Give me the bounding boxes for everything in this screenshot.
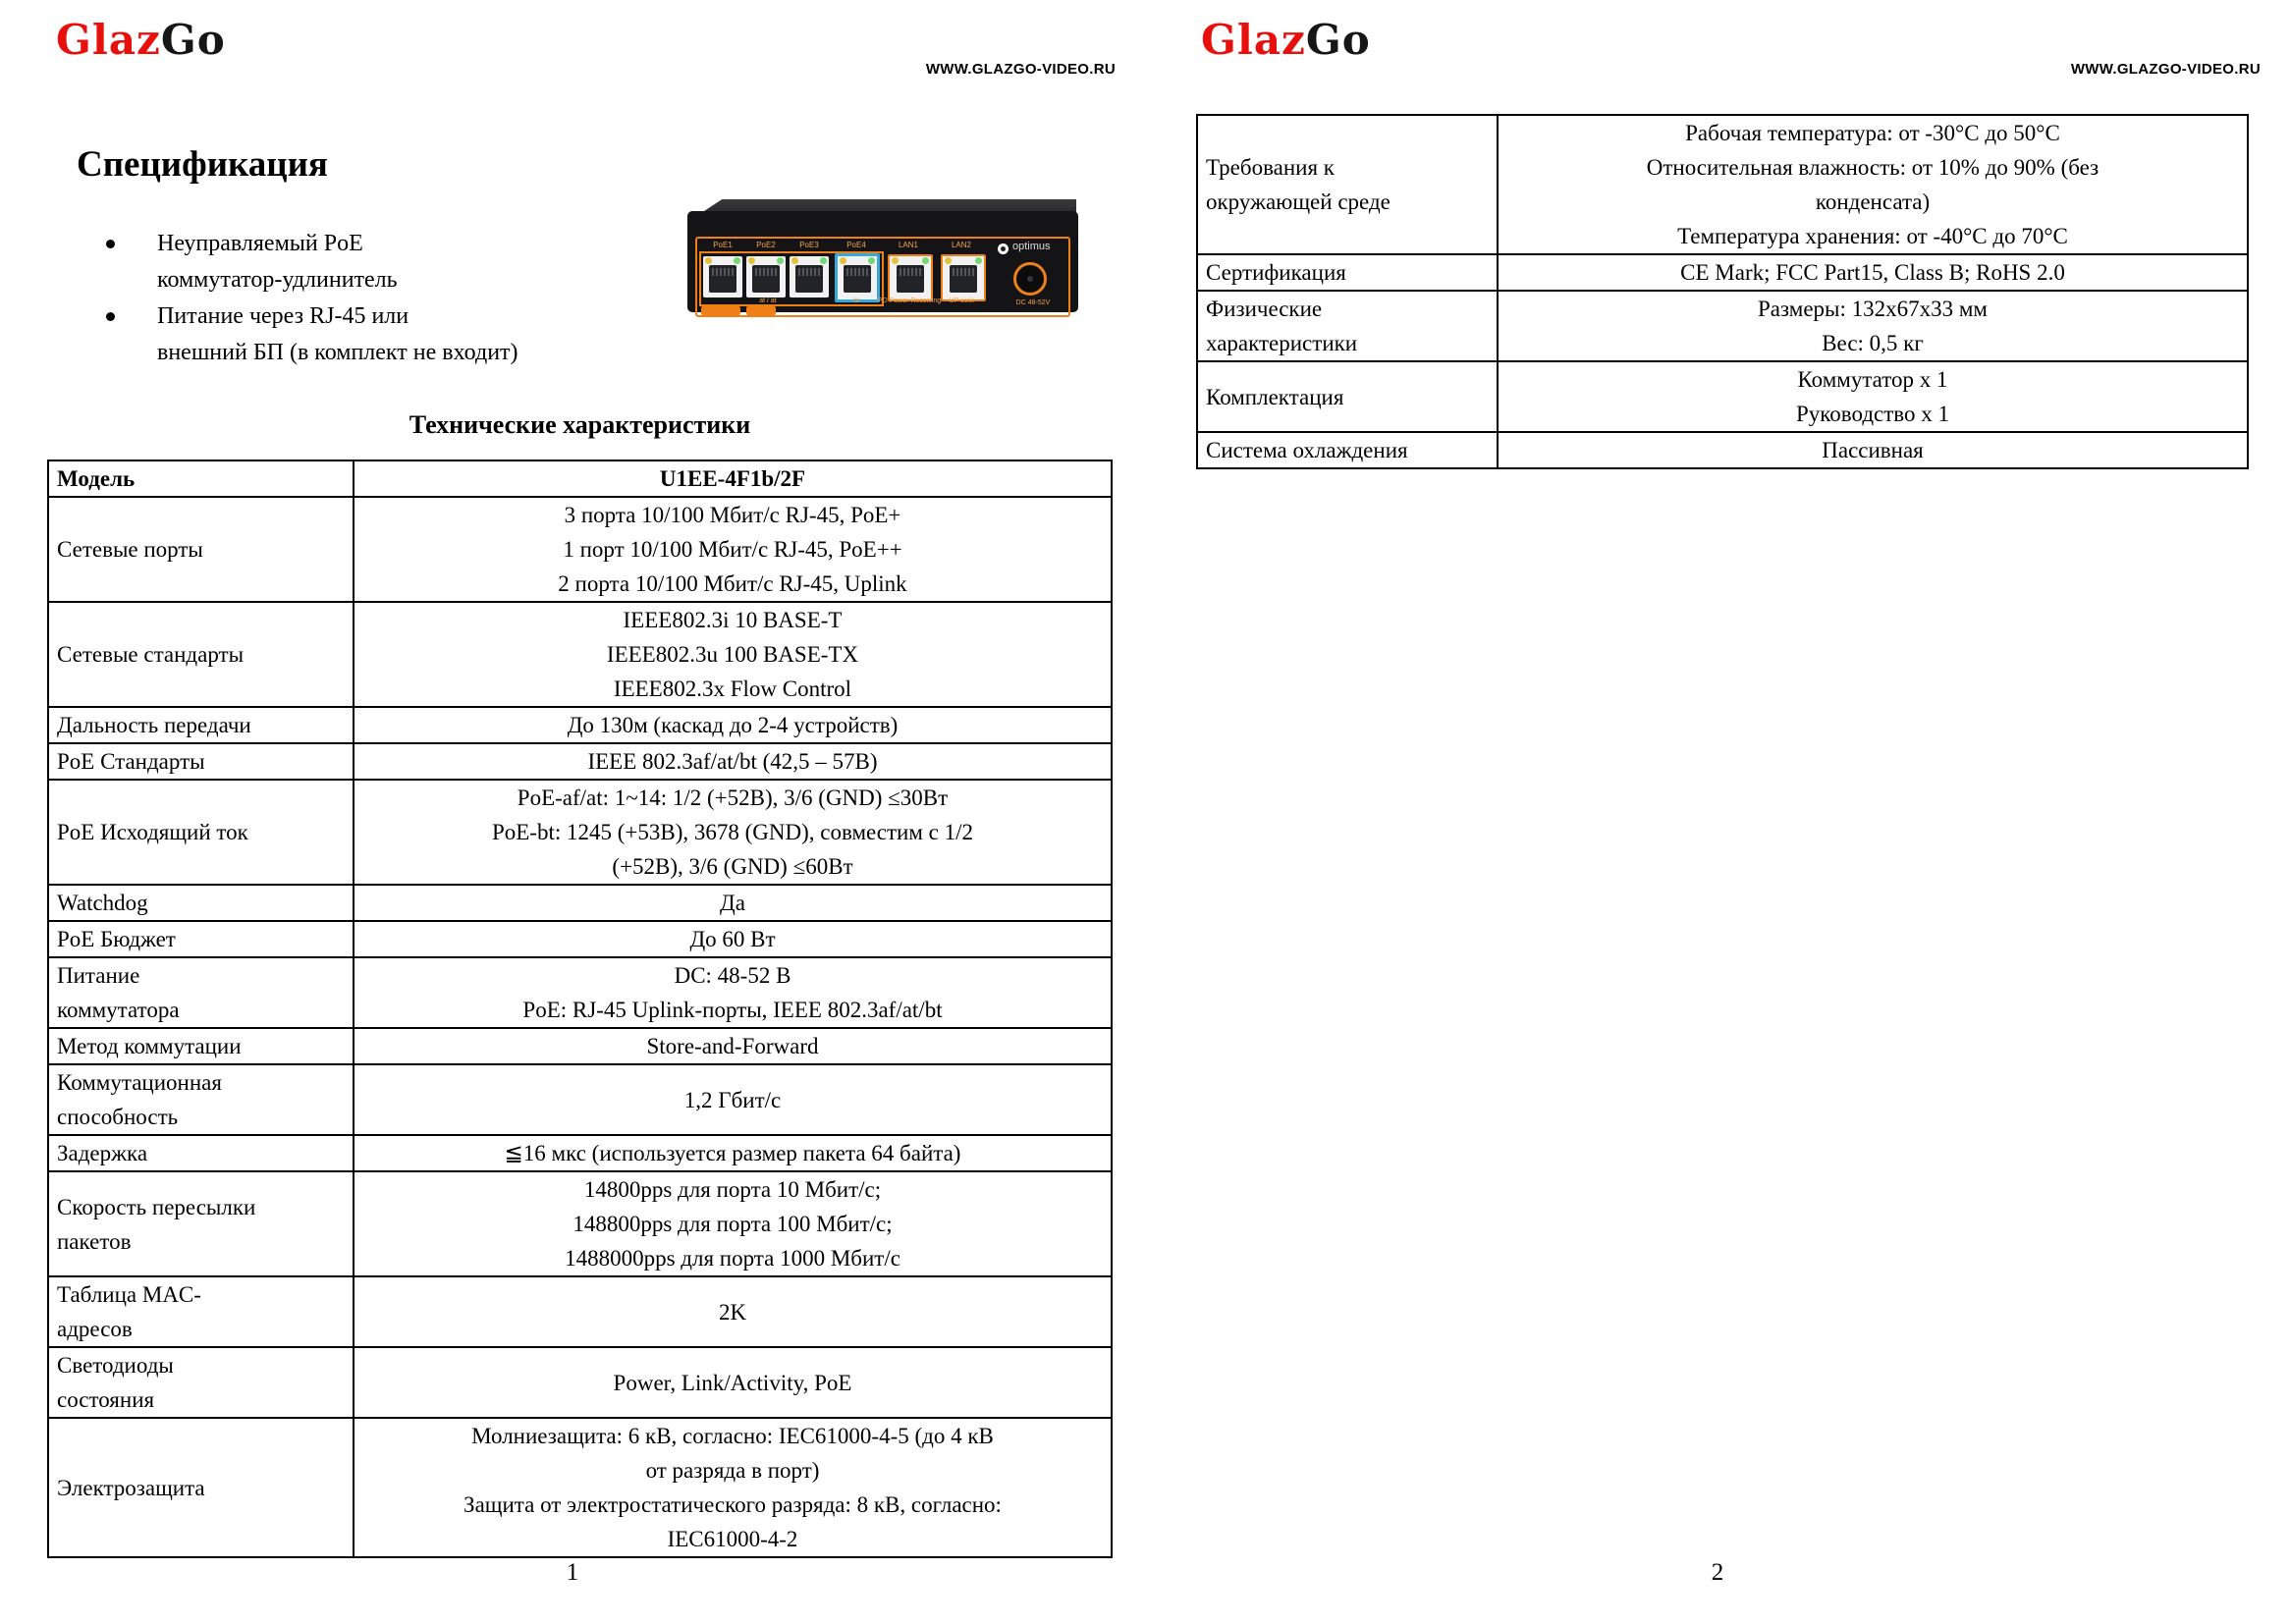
glazgo-logo	[56, 16, 226, 65]
spec-value-line: IEEE 802.3af/at/bt (42,5 – 57В)	[587, 749, 878, 774]
spec-value-line: PoE: RJ-45 Uplink-порты, IEEE 802.3af/at/bt	[522, 998, 943, 1022]
spec-value-line: Вес: 0,5 кг	[1822, 331, 1924, 355]
bullet-text	[157, 298, 518, 371]
spec-value-line: Пассивная	[1822, 438, 1924, 462]
spec-label-line: Сетевые порты	[57, 537, 203, 562]
ports-caption: af / at	[759, 298, 777, 304]
optimus-brand-label: optimus	[1012, 241, 1051, 252]
led-yellow-icon	[791, 257, 798, 264]
ports-caption: bt	[853, 298, 859, 304]
feature-bullet-list	[101, 226, 518, 371]
spec-value-line: Руководство x 1	[1795, 402, 1949, 426]
spec-label-line: Питание	[57, 963, 140, 988]
spec-row-certification	[1197, 254, 2248, 291]
spec-label-line: Дальность передачи	[57, 713, 251, 737]
rj45-jack-icon	[897, 265, 924, 293]
spec-label-line: состояния	[57, 1387, 155, 1412]
spec-row-watchdog	[48, 885, 1112, 921]
ports-caption: UP-Link	[949, 298, 974, 304]
bullet-line: внешний БП (в комплект не входит)	[157, 340, 518, 365]
spec-label-line: Электрозащита	[57, 1475, 205, 1500]
spec-table-page1	[47, 460, 1113, 1558]
logo-text-black: Go	[1305, 16, 1371, 64]
glazgo-logo	[1201, 16, 1371, 65]
list-item	[101, 298, 518, 371]
spec-label-line: Комплектация	[1206, 384, 1344, 409]
dc-voltage-label: DC 48-52V	[1015, 299, 1051, 306]
bullet-icon	[106, 312, 115, 321]
port-label: PoE2	[756, 241, 776, 249]
spec-value-line: Рабочая температура: от -30°C до 50°C	[1685, 121, 2060, 145]
spec-table-page2	[1196, 114, 2249, 469]
dc-power-jack-icon	[1013, 262, 1047, 296]
spec-value-line: Коммутатор x 1	[1797, 367, 1948, 392]
led-yellow-icon	[748, 257, 755, 264]
rj45-port	[703, 256, 742, 298]
spec-label-line: PoE Исходящий ток	[57, 820, 248, 844]
spec-value-line: 3 порта 10/100 Мбит/с RJ-45, PoE+	[564, 503, 901, 527]
spec-value-line: Store-and-Forward	[646, 1034, 819, 1058]
spec-label-line: Watchdog	[57, 891, 148, 915]
spec-label-line: Задержка	[57, 1141, 148, 1165]
section-title: Технические характеристики	[409, 410, 751, 439]
rj45-jack-icon	[950, 265, 977, 293]
switch-front-panel	[687, 211, 1078, 312]
spec-value-line: ≦16 мкс (используется размер пакета 64 байта)	[504, 1141, 961, 1165]
spec-value-line: 1,2 Гбит/с	[683, 1087, 782, 1112]
spec-row-status-leds	[48, 1347, 1112, 1418]
led-yellow-icon	[945, 257, 952, 264]
spec-value-line: (+52В), 3/6 (GND) ≤60Вт	[612, 854, 853, 879]
spec-row-cooling	[1197, 432, 2248, 468]
spec-value-line: 1 порт 10/100 Мбит/с RJ-45, PoE++	[563, 537, 902, 562]
spec-value-line: Размеры: 132x67x33 мм	[1758, 297, 1988, 321]
rj45-port	[790, 256, 829, 298]
spec-value-line: U1EE-4F1b/2F	[659, 466, 806, 491]
led-green-icon	[922, 257, 929, 264]
spec-row-package	[1197, 361, 2248, 432]
spec-value-line: 14800pps для порта 10 Мбит/с;	[583, 1177, 882, 1202]
spec-value-line: CE Mark; FCC Part15, Class B; RoHS 2.0	[1680, 260, 2065, 285]
spec-value-line: До 130м (каскад до 2-4 устройств)	[567, 713, 899, 737]
website-url: WWW.GLAZGO-VIDEO.RU	[2070, 61, 2261, 78]
spec-label-line: Светодиоды	[57, 1353, 174, 1378]
product-image-poe-switch	[687, 199, 1078, 312]
spec-value-line: IEEE802.3i 10 BASE-T	[623, 608, 843, 632]
spec-value-line: IEC61000-4-2	[667, 1527, 798, 1551]
website-url: WWW.GLAZGO-VIDEO.RU	[925, 61, 1116, 78]
spec-value-line: Температура хранения: от -40°C до 70°C	[1677, 224, 2068, 248]
list-item	[101, 226, 518, 298]
spec-value-line: 2K	[718, 1299, 747, 1325]
bullet-line: Неуправляемый PoE	[157, 231, 363, 256]
spec-value-line: IEEE802.3x Flow Control	[613, 677, 852, 701]
spec-label-line: Сертификация	[1206, 260, 1346, 285]
led-yellow-icon	[892, 257, 899, 264]
spec-row-distance	[48, 707, 1112, 743]
rj45-jack-icon	[709, 265, 736, 293]
bullet-line: коммутатор-удлинитель	[157, 267, 398, 293]
rj45-jack-icon	[844, 265, 871, 293]
spec-value-line: Power, Link/Activity, PoE	[613, 1370, 852, 1395]
rj45-jack-icon	[795, 265, 823, 293]
spec-label-line: коммутатора	[57, 998, 180, 1022]
bullet-line: Питание через RJ-45 или	[157, 303, 409, 329]
spec-value-line: До 60 Вт	[689, 927, 776, 951]
page-title: Спецификация	[77, 144, 328, 185]
spec-row-protection	[48, 1418, 1112, 1557]
spec-row-mac-table	[48, 1276, 1112, 1347]
spec-label-line: Коммутационная	[57, 1070, 222, 1095]
led-yellow-icon	[705, 257, 712, 264]
spec-row-physical	[1197, 291, 2248, 361]
rj45-port-poe4	[835, 253, 880, 302]
spec-row-network-ports	[48, 497, 1112, 602]
spec-row-switching-capacity	[48, 1064, 1112, 1135]
spec-row-forwarding-rate	[48, 1171, 1112, 1276]
rj45-port	[746, 256, 786, 298]
spec-label-line: Система охлаждения	[1206, 438, 1408, 462]
panel-badge	[701, 306, 740, 315]
spec-value-line: PoE-af/at: 1~14: 1/2 (+52В), 3/6 (GND) ≤30Вт	[517, 785, 949, 810]
spec-value-line: Молниезащита: 6 кВ, согласно: IEC61000-4-5 (до 4 кВ	[471, 1424, 994, 1448]
led-green-icon	[820, 257, 827, 264]
spec-label-line: пакетов	[57, 1228, 132, 1254]
optimus-brand-icon	[998, 244, 1009, 254]
led-green-icon	[975, 257, 982, 264]
spec-value-line: Да	[720, 891, 745, 915]
spec-label-line: Скорость пересылки	[57, 1194, 256, 1219]
spec-value-line: конденсата)	[1815, 189, 1931, 214]
spec-value-line: PoE-bt: 1245 (+53В), 3678 (GND), совместим с 1/2	[491, 820, 974, 844]
spec-value-line: DC: 48-52 В	[674, 963, 791, 988]
port-label: PoE1	[713, 241, 733, 249]
spec-row-environment	[1197, 115, 2248, 254]
led-green-icon	[868, 257, 875, 264]
spec-row-switching-method	[48, 1028, 1112, 1064]
spec-label-line: PoE Бюджет	[57, 927, 176, 951]
rj45-jack-icon	[752, 265, 780, 293]
led-yellow-icon	[840, 257, 846, 264]
spec-label-line: PoE Стандарты	[57, 749, 205, 774]
page-2	[1145, 0, 2290, 1624]
page-number: 1	[566, 1559, 579, 1586]
spec-label-line: Метод коммутации	[57, 1034, 242, 1058]
spec-row-poe-standards	[48, 743, 1112, 780]
rj45-port-lan2	[941, 254, 986, 301]
port-label: LAN1	[898, 241, 918, 249]
ports-caption: PD Power Receiving	[878, 298, 942, 304]
rj45-port-lan1	[888, 254, 933, 301]
spec-label-line: Сетевые стандарты	[57, 642, 245, 667]
spec-label-line: Модель	[57, 466, 136, 491]
spec-row-poe-output	[48, 780, 1112, 885]
spec-label-line: окружающей среде	[1206, 189, 1390, 214]
bullet-text	[157, 226, 398, 298]
page-number: 2	[1711, 1559, 1724, 1586]
spec-label-line: Физические	[1206, 297, 1323, 321]
bullet-icon	[106, 240, 115, 248]
spec-value-line: Относительная влажность: от 10% до 90% (без	[1646, 155, 2099, 180]
led-green-icon	[734, 257, 740, 264]
port-label: LAN2	[951, 241, 971, 249]
spec-label-line: адресов	[57, 1317, 133, 1341]
spec-label-line: Требования к	[1206, 155, 1335, 180]
logo-text-black: Go	[160, 16, 226, 64]
port-label: PoE3	[799, 241, 819, 249]
logo-text-red: Glaz	[1201, 16, 1306, 64]
spec-value-line: 148800pps для порта 100 Мбит/с;	[572, 1212, 893, 1236]
spec-row-model	[48, 460, 1112, 497]
spec-value-line: 2 порта 10/100 Мбит/с RJ-45, Uplink	[558, 571, 907, 596]
spec-label-line: характеристики	[1206, 331, 1358, 355]
spec-value-line: IEEE802.3u 100 BASE-TX	[606, 642, 859, 667]
led-green-icon	[777, 257, 784, 264]
spec-value-line: 1488000pps для порта 1000 Мбит/с	[565, 1246, 900, 1271]
spec-label-line: способность	[57, 1105, 179, 1129]
spec-value-line: от разряда в порт)	[645, 1458, 820, 1483]
port-label: PoE4	[846, 241, 866, 249]
spec-row-latency	[48, 1135, 1112, 1171]
logo-text-red: Glaz	[56, 16, 161, 64]
panel-badge	[746, 306, 776, 315]
spec-row-poe-budget	[48, 921, 1112, 957]
spec-value-line: Защита от электростатического разряда: 8 кВ, согласно:	[463, 1492, 1002, 1517]
spec-row-network-standards	[48, 602, 1112, 707]
spec-label-line: Таблица MAC-	[57, 1282, 201, 1307]
spec-row-power	[48, 957, 1112, 1028]
